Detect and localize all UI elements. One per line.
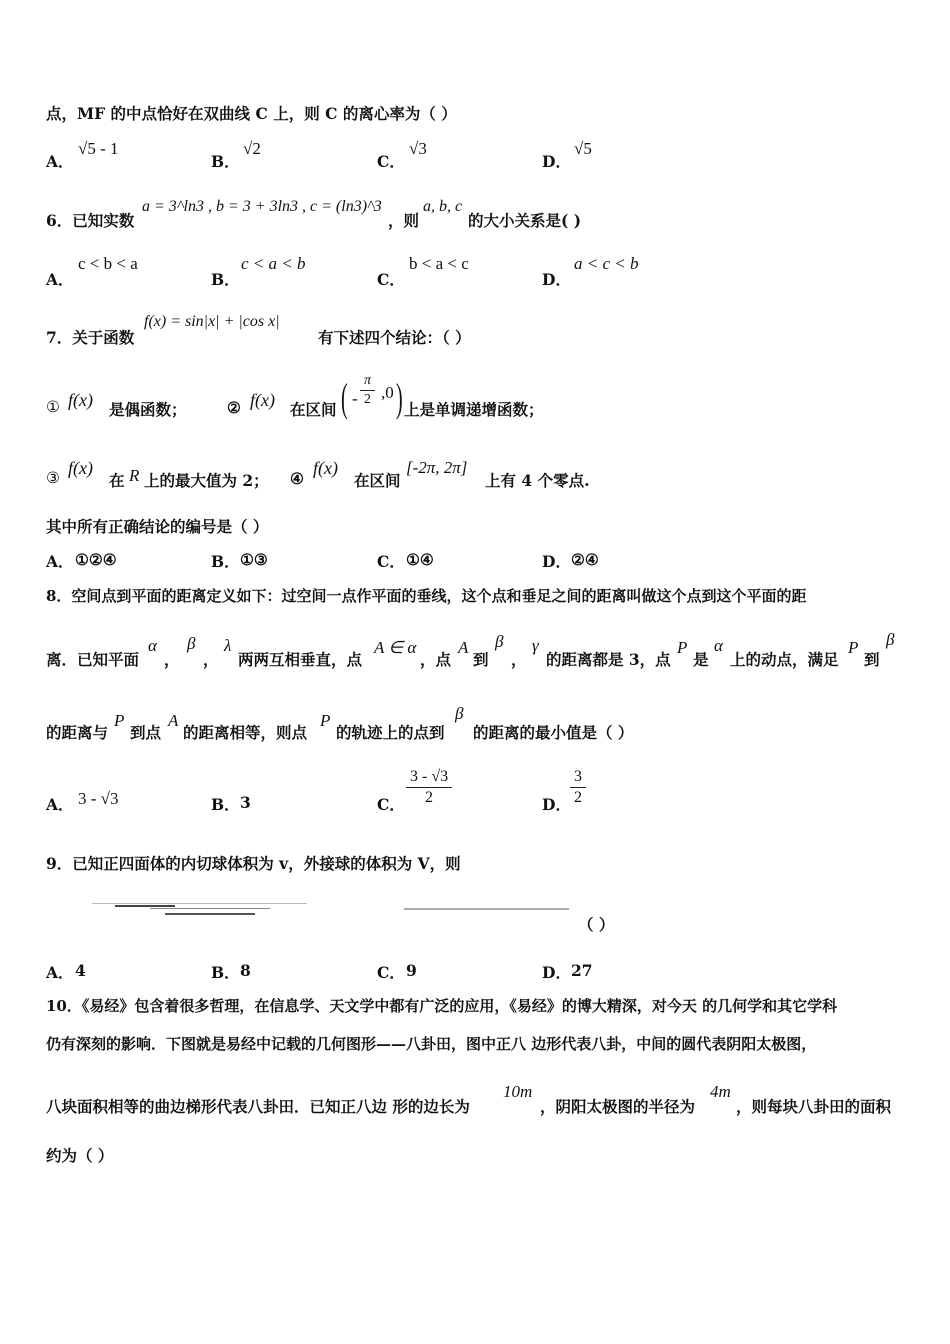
q9-option-c-letter: C． <box>377 963 405 982</box>
q8-line3-d: 的轨迹上的点到 <box>336 723 445 742</box>
q9-option-a-letter: A． <box>46 963 74 982</box>
q8-line3-e: 的距离的最小值是（ ） <box>473 723 634 742</box>
q8-point-a-2: A <box>168 711 179 730</box>
q8-option-a-letter: A． <box>46 795 74 814</box>
q10-radius: 4m <box>710 1082 731 1101</box>
q8-point-p-4: P <box>320 711 331 730</box>
q8-option-c-den: 2 <box>425 789 434 806</box>
q6-math: a = 3^ln3 , b = 3 + 3ln3 , c = (ln3)^3 <box>142 198 382 215</box>
q8-beta-2: β <box>495 632 504 651</box>
q9-line: 9．已知正四面体的内切球体积为 v，外接球的体积为 V，则 <box>46 854 461 873</box>
q5-option-b-math: √2 <box>243 139 261 158</box>
q7-option-d-letter: D． <box>542 552 571 571</box>
q6-mid: ，则 <box>388 211 420 230</box>
q6-option-a-math: c < b < a <box>78 254 138 273</box>
q8-a-in-alpha: A ∈ α <box>374 638 417 657</box>
q7-c4-mark: ④ <box>290 469 304 488</box>
q7-c4-interval: [-2π, 2π] <box>406 458 468 477</box>
q8-option-b-text: 3 <box>240 793 251 812</box>
q8-lambda: λ <box>224 636 232 655</box>
q8-line2-e: 的距离都是 3，点 <box>546 650 671 669</box>
q7-c4-fx: f(x) <box>313 458 338 478</box>
q6-option-d-letter: D． <box>542 270 571 289</box>
q8-beta: β <box>187 634 196 653</box>
q7-option-b-letter: B． <box>211 552 240 571</box>
q8-option-a-math: 3 - √3 <box>78 789 119 808</box>
q6-option-b-math: c < a < b <box>241 254 306 273</box>
q9-option-b-letter: B． <box>211 963 240 982</box>
q8-point-p-2: P <box>848 638 859 657</box>
q8-line2-g: 上的动点，满足 <box>730 650 839 669</box>
q7-c3-fx: f(x) <box>68 458 93 478</box>
q7-c3-mark: ③ <box>46 469 60 487</box>
q9-paren: （ ） <box>578 915 615 934</box>
q7-prefix: 7．关于函数 <box>46 328 135 347</box>
q5-option-d-letter: D． <box>542 152 571 171</box>
q8-line2-f: 是 <box>693 650 709 669</box>
q8-line2-b: 两两互相垂直，点 <box>238 650 363 669</box>
q7-suffix: 有下述四个结论：（ ） <box>318 328 471 347</box>
q8-beta-3: β <box>886 630 895 649</box>
q5-option-c-math: √3 <box>409 139 427 158</box>
q7-c4-text2: 上有 4 个零点. <box>485 471 590 490</box>
q7-c2-frac <box>360 373 375 408</box>
q8-line2-a: 离．已知平面 <box>46 650 140 669</box>
q8-alpha: α <box>148 636 157 655</box>
q5-option-c-letter: C． <box>377 152 405 171</box>
q10-line3-c: ，则每块八卦田的面积 <box>736 1097 892 1116</box>
q6-option-b-letter: B． <box>211 270 240 289</box>
q9-option-c-text: 9 <box>406 961 417 980</box>
q9-option-d-text: 27 <box>571 961 593 980</box>
q5-option-a-math: √5 - 1 <box>78 139 119 158</box>
q8-comma-2: ， <box>203 650 219 669</box>
q7-c1-mark: ① <box>46 398 60 416</box>
q7-c2-text2: 上是单调递增函数； <box>404 400 544 419</box>
q6-option-c-math: b < a < c <box>409 254 469 273</box>
q10-line3-a: 八块面积相等的曲边梯形代表八卦田．已知正八边 形的边长为 <box>46 1097 470 1116</box>
q5-option-b-letter: B． <box>211 152 240 171</box>
q8-comma-1: ， <box>164 650 180 669</box>
q8-option-b-letter: B． <box>211 795 240 814</box>
q8-point-p-3: P <box>114 711 125 730</box>
q8-option-c-num: 3 - √3 <box>406 768 452 788</box>
q7-c4-text1: 在区间 <box>354 471 401 490</box>
q7-c2-frac-den: 2 <box>364 392 371 407</box>
q8-line1: 8．空间点到平面的距离定义如下：过空间一点作平面的垂线，这个点和垂足之间的距离叫做这个点到这个平面的距 <box>46 587 807 605</box>
q10-line1: 10．《易经》包含着很多哲理，在信息学、天文学中都有广泛的应用，《易经》的博大精深，对今天 的几何学和其它学科 <box>46 997 838 1015</box>
q7-c3-text1: 在 <box>109 471 125 490</box>
q8-option-d-letter: D． <box>542 795 571 814</box>
q8-alpha-2: α <box>714 636 723 655</box>
q7-c2-fx: f(x) <box>250 390 275 410</box>
q7-c2-right-paren: ) <box>396 375 403 420</box>
q8-line3-b: 到点 <box>130 723 162 742</box>
q6-option-a-letter: A． <box>46 270 74 289</box>
q9-option-d-letter: D． <box>542 963 571 982</box>
q6-prefix: 6．已知实数 <box>46 211 135 230</box>
q8-comma-3: ， <box>511 650 527 669</box>
q7-c2-mark: ② <box>227 398 241 417</box>
q8-option-c-letter: C． <box>377 795 405 814</box>
q6-option-d-math: a < c < b <box>574 254 639 273</box>
q10-line4: 约为（ ） <box>46 1146 114 1165</box>
q8-option-c-frac <box>406 768 452 807</box>
q8-line2-h: 到 <box>864 650 880 669</box>
q7-c2-frac-num: π <box>360 373 375 391</box>
q6-option-c-letter: C． <box>377 270 405 289</box>
q8-line2-c: ，点 <box>420 650 452 669</box>
q8-line2-d: 到 <box>473 650 489 669</box>
q7-question: 其中所有正确结论的编号是（ ） <box>46 517 269 536</box>
q8-point-p: P <box>677 638 688 657</box>
q8-option-d-num: 3 <box>570 768 586 788</box>
q10-line3-b: ，阴阳太极图的半径为 <box>540 1097 696 1116</box>
q5-option-a-letter: A． <box>46 152 74 171</box>
q7-c2-zero: ,0 <box>381 383 394 402</box>
q7-option-c-letter: C． <box>377 552 405 571</box>
q6-vars: a, b, c <box>423 198 463 215</box>
q7-c2-left-paren: ( <box>341 375 348 420</box>
q6-suffix: 的大小关系是( ) <box>468 211 582 230</box>
q5-line: 点，MF 的中点恰好在双曲线 C 上，则 C 的离心率为（ ） <box>46 104 457 123</box>
q7-option-a-letter: A． <box>46 552 74 571</box>
q8-option-d-frac <box>570 768 586 807</box>
q7-c3-R: R <box>129 466 140 485</box>
q8-beta-4: β <box>455 704 464 723</box>
q7-math: f(x) = sin|x| + |cos x| <box>144 313 280 330</box>
q7-c2-minus: - <box>352 389 358 408</box>
q7-c1-text: 是偶函数； <box>109 400 187 419</box>
q10-line2: 仍有深刻的影响．下图就是易经中记载的几何图形——八卦田，图中正八 边形代表八卦，中间的圆代表阴阳太极图， <box>46 1035 817 1053</box>
q5-option-d-math: √5 <box>574 139 592 158</box>
q7-c3-text2: 上的最大值为 2； <box>144 471 269 490</box>
q7-option-c-text: ①④ <box>406 550 434 569</box>
q8-gamma: γ <box>532 636 539 655</box>
q8-line3-a: 的距离与 <box>46 723 109 742</box>
q7-option-a-text: ①②④ <box>75 550 117 569</box>
q8-line3-c: 的距离相等，则点 <box>183 723 308 742</box>
q8-option-d-den: 2 <box>574 789 582 806</box>
q7-option-d-text: ②④ <box>571 550 599 569</box>
q9-option-a-text: 4 <box>75 961 86 980</box>
q7-c2-text1: 在区间 <box>290 400 337 419</box>
q7-option-b-text: ①③ <box>240 550 268 569</box>
q9-option-b-text: 8 <box>240 961 251 980</box>
q7-c1-fx: f(x) <box>68 390 93 410</box>
q10-length: 10m <box>503 1082 533 1101</box>
q8-point-a: A <box>458 638 469 657</box>
